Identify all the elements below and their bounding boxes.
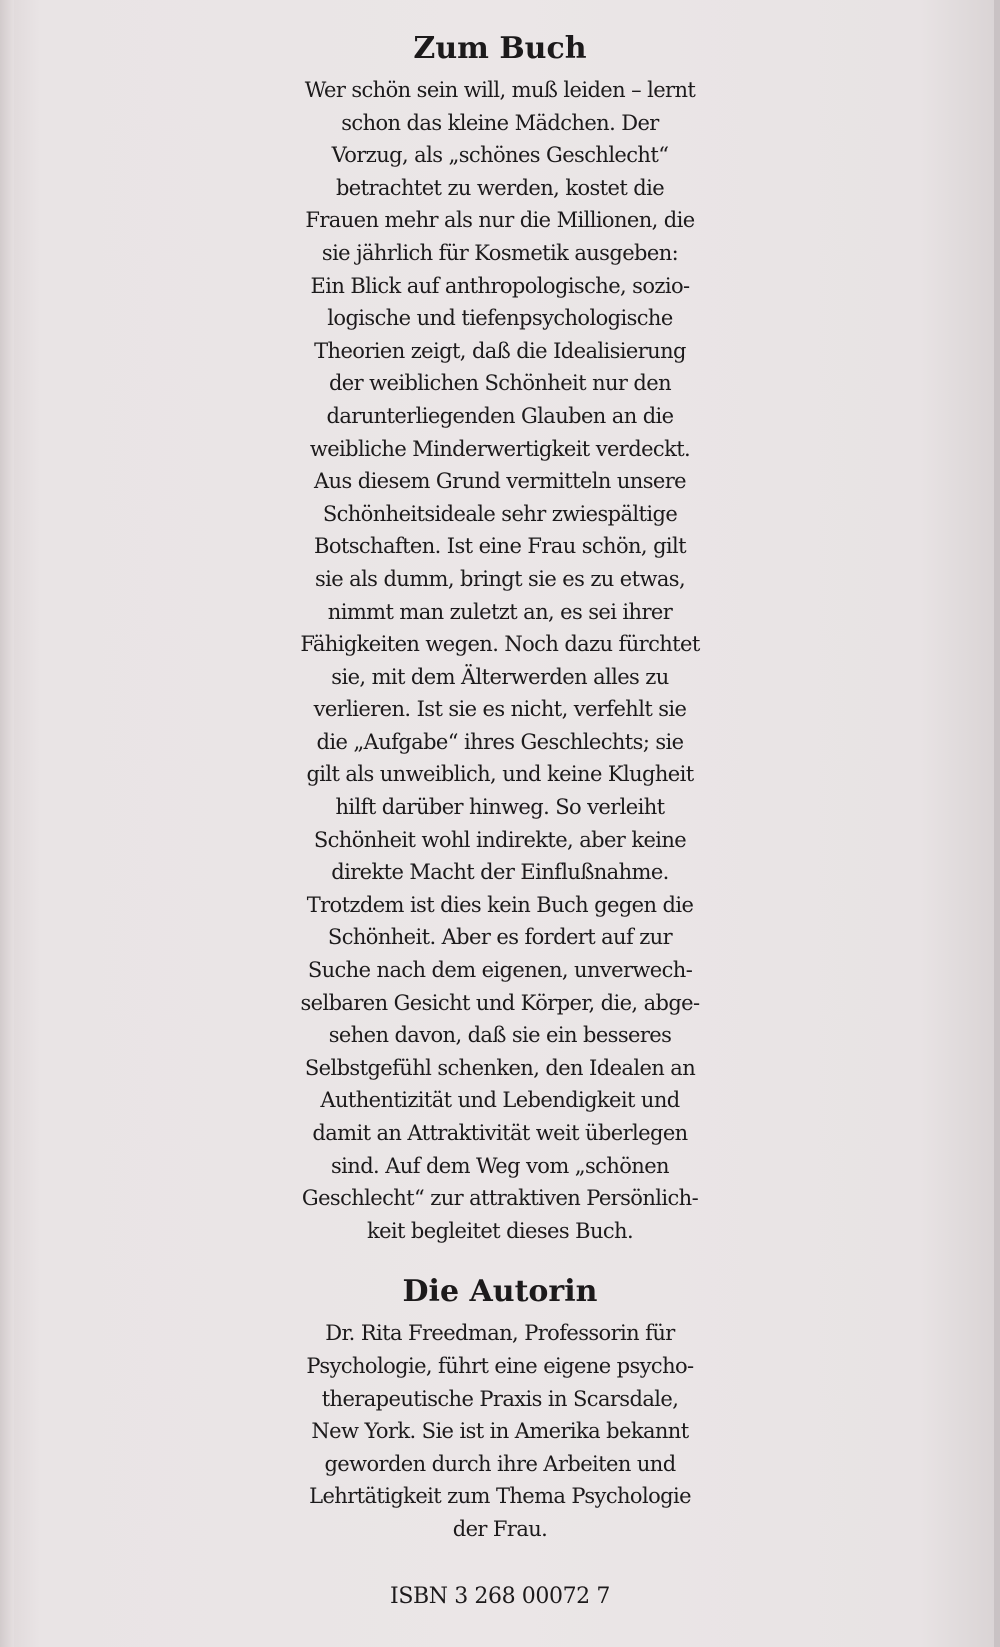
text-line: Theorien zeigt, daß die Idealisierung [314,338,686,363]
text-line: Aus diesem Grund vermitteln unsere [313,469,686,494]
paragraph-die-autorin [240,1317,760,1545]
text-line: weibliche Minderwertigkeit verdeckt. [309,436,691,461]
text-line: Vorzug, als „schönes Geschlecht“ [331,143,669,168]
text-line: logische und tiefenpsychologische [327,306,673,331]
text-line: direkte Macht der Einflußnahme. [331,860,669,885]
text-line: Wer schön sein will, muß leiden – lernt [304,78,696,102]
cover-right-edge [994,0,1000,1647]
text-line: keit begleitet dieses Buch. [366,1218,634,1243]
text-line: Schönheitsideale sehr zwiespältige [322,501,678,526]
text-line: New York. Sie ist in Amerika bekannt [311,1419,689,1444]
text-line: Frauen mehr als nur die Millionen, die [305,208,695,233]
text-line: schon das kleine Mädchen. Der [341,110,659,135]
text-line: Selbstgefühl schenken, den Idealen an [304,1055,696,1080]
text-line: der Frau. [452,1516,548,1541]
text-line: sie, mit dem Älterwerden alles zu [331,664,669,689]
text-line: Lehrtätigkeit zum Thema Psychologie [309,1484,691,1509]
cover-text-block [240,24,760,1614]
text-line: sind. Auf dem Weg vom „schönen [331,1153,669,1178]
text-line: geworden durch ihre Arbeiten und [324,1451,676,1476]
text-line: Fähigkeiten wegen. Noch dazu fürchtet [300,632,700,657]
isbn-number: ISBN 3 268 00072 7 [390,1583,610,1609]
heading-die-autorin: Die Autorin [402,1274,598,1310]
text-line: Ein Blick auf anthropologische, sozio- [310,273,690,298]
paragraph-zum-buch [240,74,760,1247]
cover-left-edge [0,0,14,1647]
text-line: Schönheit wohl indirekte, aber keine [313,827,687,852]
text-line: Schönheit. Aber es fordert auf zur [327,925,673,950]
text-line: betrachtet zu werden, kostet die [335,175,665,200]
text-line: damit an Attraktivität weit überlegen [312,1121,688,1145]
text-line: Geschlecht“ zur attraktiven Persönlich- [301,1186,699,1211]
text-line: der weiblichen Schönheit nur den [328,371,672,396]
text-line: Psychologie, führt eine eigene psycho- [306,1353,694,1378]
text-line: Botschaften. Ist eine Frau schön, gilt [314,534,686,559]
text-line: Suche nach dem eigenen, unverwech- [307,958,693,983]
heading-zum-buch: Zum Buch [413,31,587,66]
text-line: Authentizität und Lebendigkeit und [320,1088,680,1113]
text-line: die „Aufgabe“ ihres Geschlechts; sie [316,729,684,754]
text-line: therapeutische Praxis in Scarsdale, [321,1386,679,1411]
text-line: verlieren. Ist sie es nicht, verfehlt sie [313,697,687,722]
text-line: hilft darüber hinweg. So verleiht [335,795,665,820]
text-line: selbaren Gesicht und Körper, die, abge- [300,990,700,1015]
text-line: sehen davon, daß sie ein besseres [328,1023,672,1048]
text-line: gilt als unweiblich, und keine Klugheit [306,762,694,787]
text-line: nimmt man zuletzt an, es sei ihrer [327,599,673,624]
text-line: sie als dumm, bringt sie es zu etwas, [314,566,686,591]
text-line: Dr. Rita Freedman, Professorin für [325,1321,675,1346]
text-line: sie jährlich für Kosmetik ausgeben: [321,240,679,265]
text-line: darunterliegenden Glauben an die [326,403,674,428]
text-line: Trotzdem ist dies kein Buch gegen die [306,892,694,917]
